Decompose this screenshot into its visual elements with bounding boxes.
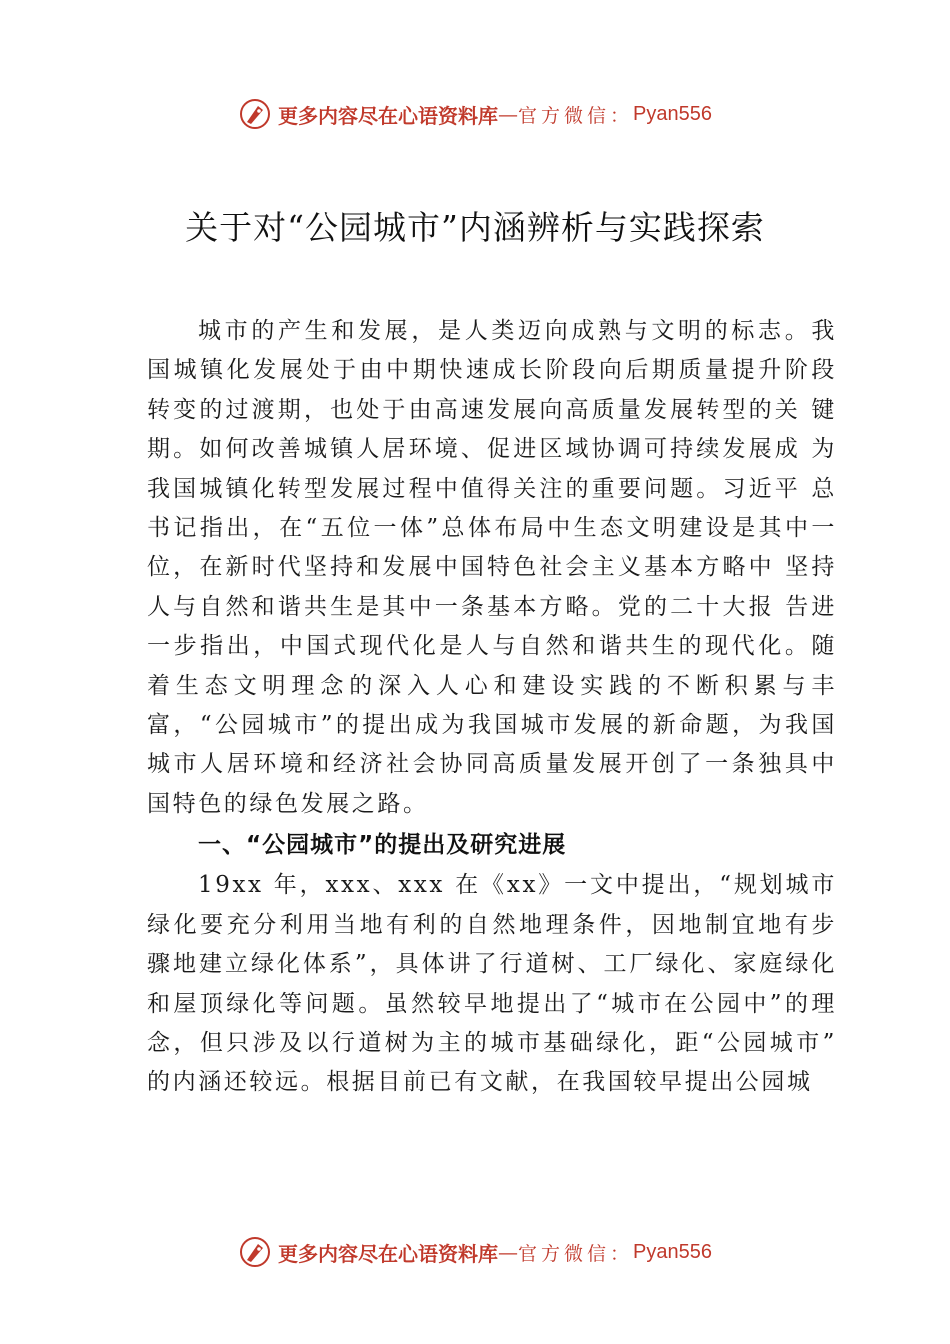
section-heading: 一、“公园城市”的提出及研究进展 bbox=[198, 832, 567, 859]
banner-main-text: 更多内容尽在心语资料库 bbox=[278, 103, 498, 128]
document-body bbox=[147, 312, 837, 1103]
banner-separator: — bbox=[498, 1240, 518, 1264]
banner-wechat-id: Pyan556 bbox=[633, 102, 712, 125]
section-paragraph: 19xx 年，xxx、xxx 在《xx》一文中提出，“规划城市绿化要充分利用当地有利的自然地理条件，因地制宜地有步骤地建立绿化体系”，具体讲了行道树、工厂绿化、家庭绿化和屋顶绿化等问题。虽然较早地提出了“城市在公园中”的理念，但只涉及以行道树为主的城市基础绿化，距“公园城市” 的内涵还较远。根据目前已有文献，在我国较早提出公园城 bbox=[147, 872, 837, 1096]
header-watermark-banner bbox=[0, 94, 950, 134]
pen-nib-logo-icon bbox=[238, 1235, 272, 1269]
banner-wechat-id: Pyan556 bbox=[633, 1240, 712, 1263]
banner-wechat-label: 官方微信： bbox=[518, 104, 634, 127]
banner-separator: — bbox=[498, 102, 518, 126]
document-title: 关于对“公园城市”内涵辨析与实践探索 bbox=[185, 208, 765, 247]
banner-wechat-label: 官方微信： bbox=[518, 1242, 634, 1265]
footer-watermark-banner bbox=[0, 1232, 950, 1272]
pen-nib-logo-icon bbox=[238, 97, 272, 131]
intro-paragraph: 城市的产生和发展，是人类迈向成熟与文明的标志。我国城镇化发展处于由中期快速成长阶段向后期质量提升阶段转变的过渡期，也处于由高速发展向高质量发展转型的关 键期。如何改善城镇人居环境、促进区域协调可持续发展成 为我国城镇化转型发展过程中值得关注的重要问题。习近平 总书记指出，在“五位一体”总体布局中生态文明建设是其中一位，在新时代坚持和发展中国特色社会主义基本方略中 坚持人与自然和谐共生是其中一条基本方略。党的二十大报 告进一步指出，中国式现代化是人与自然和谐共生的现代化。随着生态文明理念的深入人心和建设实践的不断积累与丰富，“公园城市”的提出成为我国城市发展的新命题，为我国 城市人居环境和经济社会协同高质量发展开创了一条独具中国特色的绿色发展之路。 bbox=[147, 318, 837, 817]
banner-main-text: 更多内容尽在心语资料库 bbox=[278, 1241, 498, 1266]
